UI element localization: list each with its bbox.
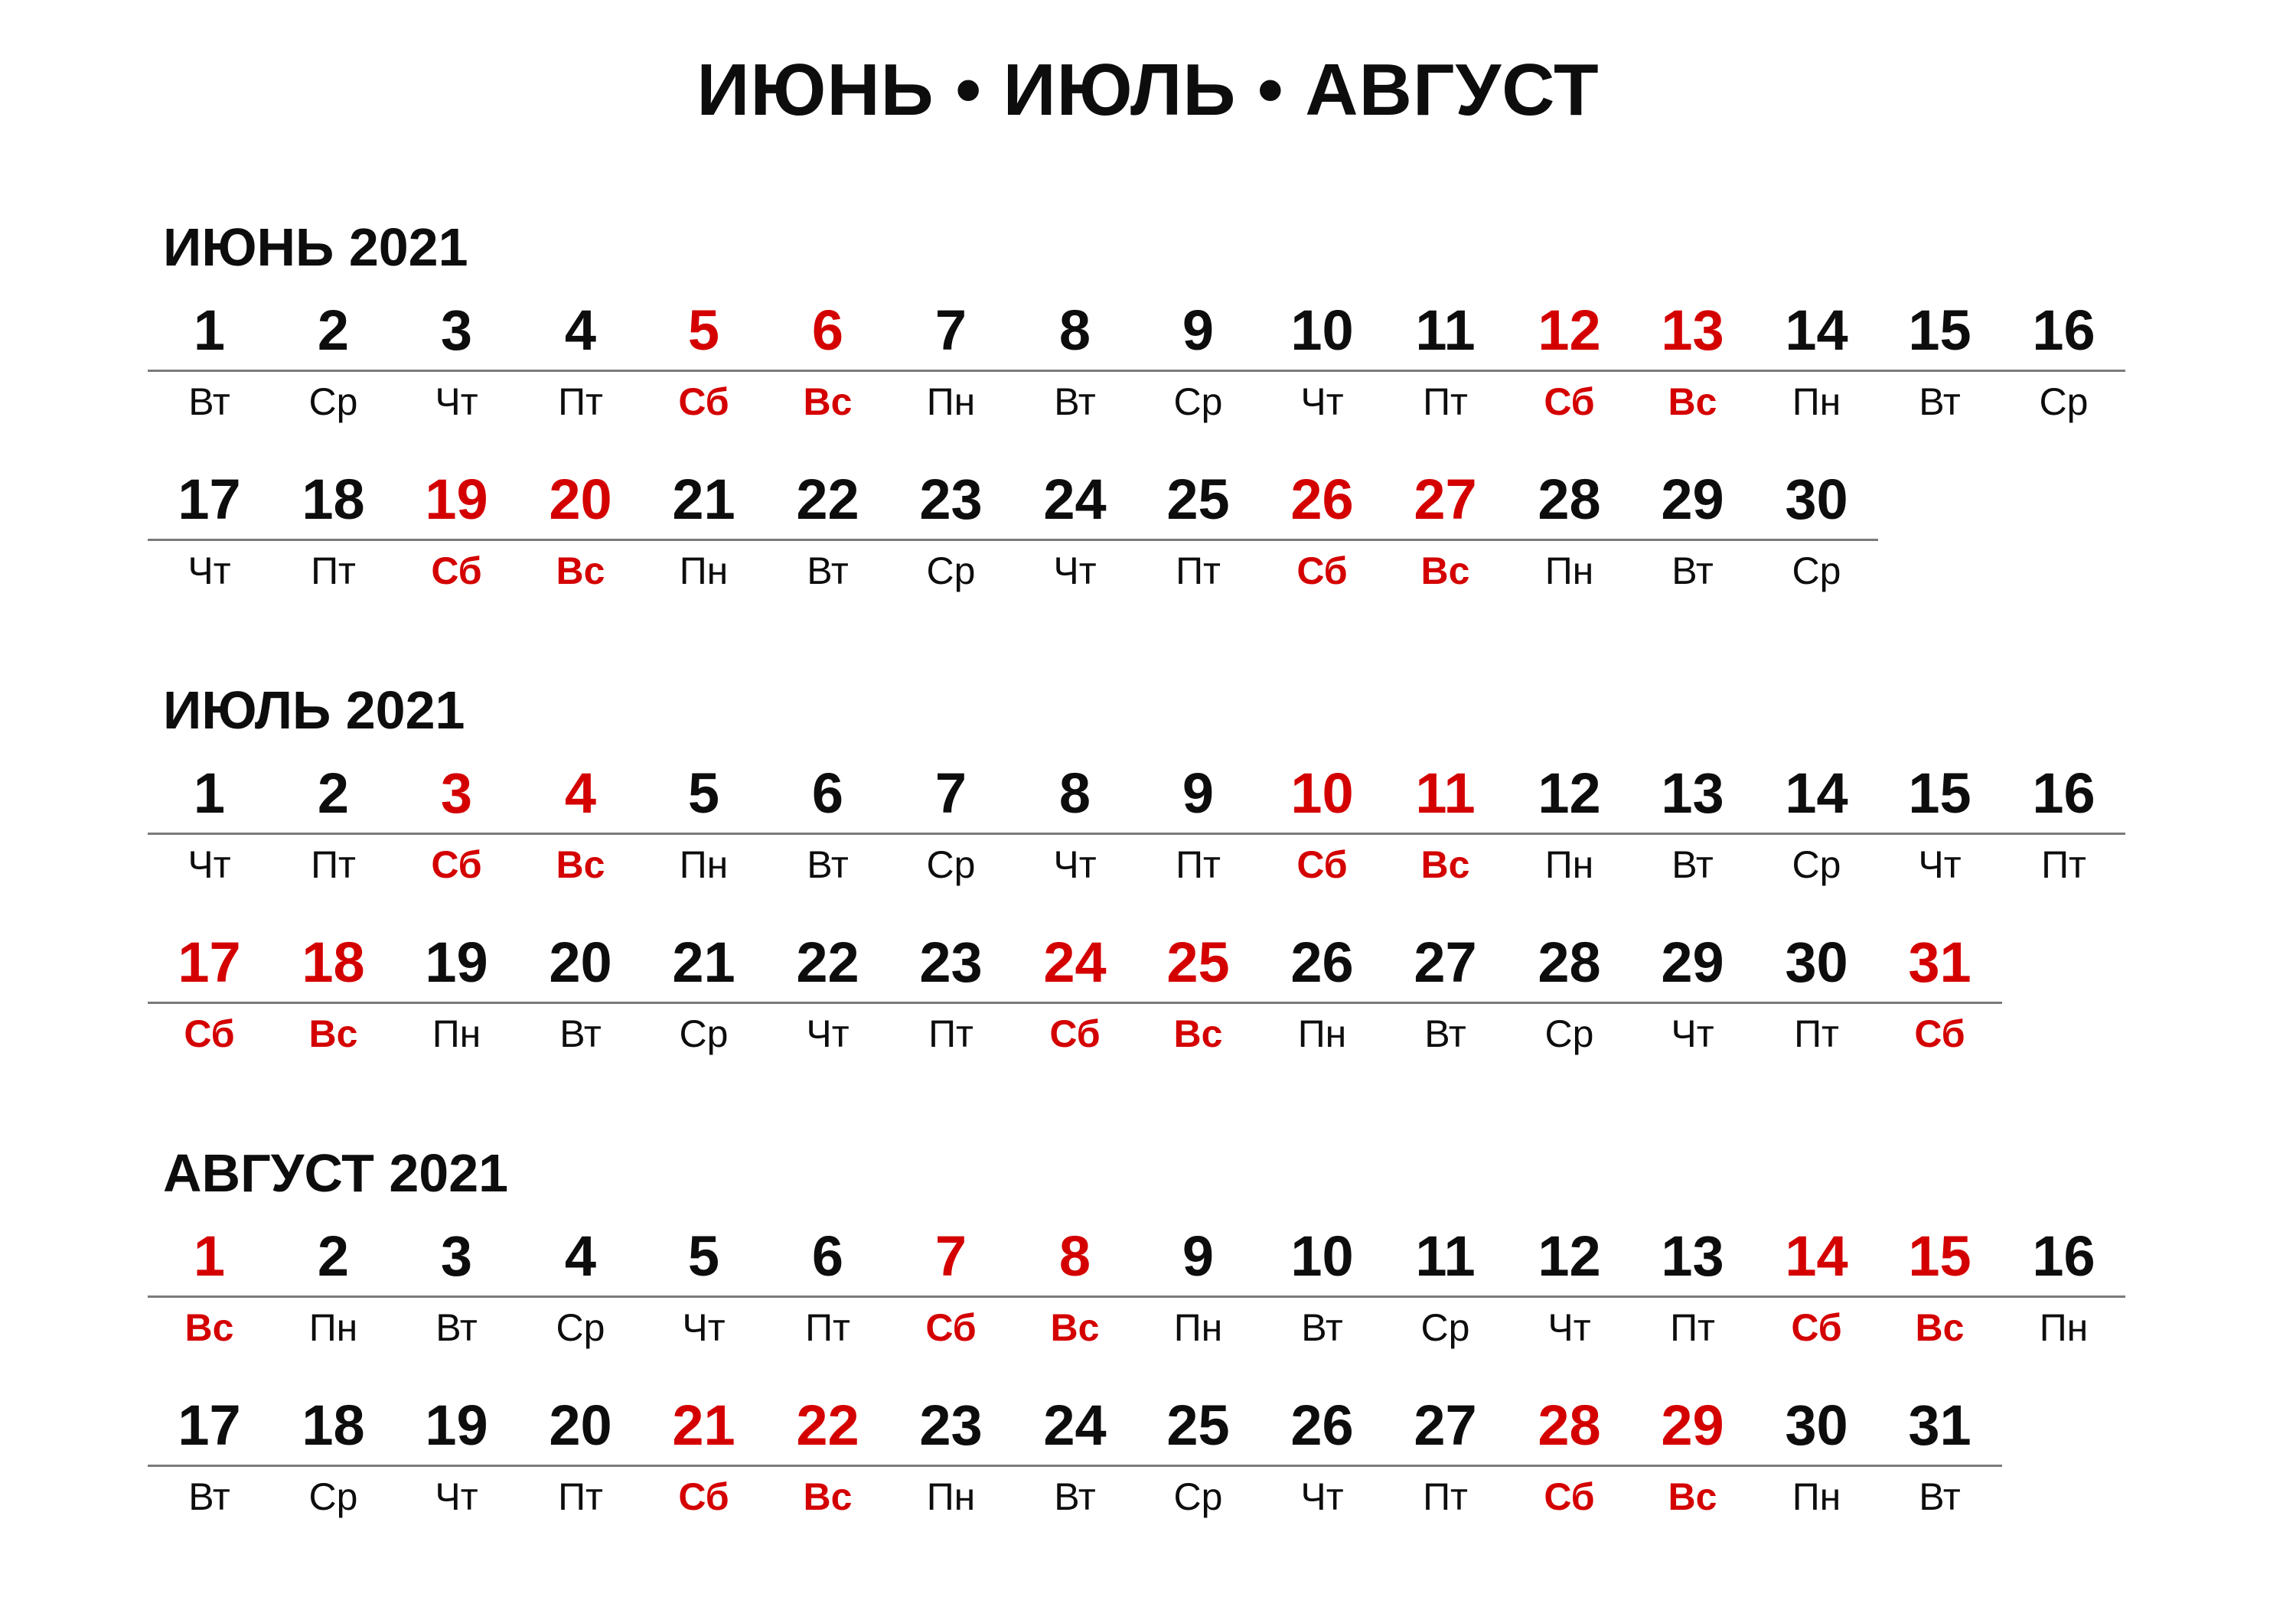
weekday-label-weekend: Сб	[1049, 1012, 1101, 1055]
weekday-label: Пт	[311, 549, 356, 592]
day-number: 26	[1290, 1393, 1354, 1457]
weekday-label: Пт	[1670, 1306, 1715, 1349]
weekday-label-weekend: Сб	[431, 549, 482, 592]
day-number: 5	[687, 1224, 720, 1288]
day-number: 3	[440, 298, 473, 362]
day-number: 30	[1785, 930, 1848, 994]
page-title: ИЮНЬ • ИЮЛЬ • АВГУСТ	[696, 49, 1600, 131]
weekday-label: Пн	[1297, 1012, 1347, 1055]
weekday-label: Вт	[1301, 1306, 1343, 1349]
weekday-label: Чт	[1053, 843, 1097, 886]
weekday-label: Ср	[926, 549, 976, 592]
day-number: 4	[564, 1224, 597, 1288]
day-number: 9	[1182, 761, 1215, 825]
weekday-label-weekend: Сб	[184, 1012, 235, 1055]
weekday-label: Пт	[311, 843, 356, 886]
weekday-label-weekend: Вс	[556, 549, 605, 592]
day-number: 29	[1661, 930, 1724, 994]
day-number: 24	[1043, 468, 1107, 531]
day-number: 3	[440, 1224, 473, 1288]
weekday-label: Вт	[807, 549, 849, 592]
day-number: 26	[1290, 930, 1354, 994]
row-divider	[148, 1295, 2125, 1298]
row-divider	[148, 539, 1878, 541]
weekday-label: Ср	[556, 1306, 605, 1349]
day-number-weekend: 11	[1415, 761, 1476, 825]
day-number-weekend: 31	[1908, 930, 1971, 994]
weekday-label: Чт	[1300, 1475, 1344, 1518]
weekday-label: Вт	[807, 843, 849, 886]
day-number: 27	[1414, 930, 1477, 994]
weekday-label: Вт	[188, 380, 230, 423]
day-number: 24	[1043, 1393, 1107, 1457]
day-number-weekend: 26	[1290, 468, 1354, 531]
month-title: ИЮЛЬ 2021	[163, 680, 465, 740]
day-number: 7	[934, 761, 967, 825]
weekday-label: Пт	[1423, 1475, 1468, 1518]
day-number: 4	[564, 298, 597, 362]
day-number-weekend: 10	[1290, 761, 1354, 825]
weekday-label: Пн	[679, 549, 729, 592]
weekday-label: Пн	[1544, 549, 1594, 592]
weekday-label: Чт	[1548, 1306, 1591, 1349]
day-number: 2	[317, 1224, 350, 1288]
weekday-label: Пт	[1423, 380, 1468, 423]
day-number-weekend: 4	[564, 761, 597, 825]
day-number: 12	[1538, 1224, 1601, 1288]
weekday-label: Ср	[1544, 1012, 1594, 1055]
weekday-label: Ср	[1173, 380, 1223, 423]
day-number: 16	[2032, 761, 2095, 825]
day-number: 28	[1538, 930, 1601, 994]
day-number: 9	[1182, 1224, 1215, 1288]
day-number: 27	[1414, 1393, 1477, 1457]
weekday-label: Вт	[1671, 843, 1714, 886]
weekday-label: Ср	[1420, 1306, 1470, 1349]
day-number-weekend: 19	[425, 468, 488, 531]
day-number-weekend: 15	[1908, 1224, 1971, 1288]
weekday-label: Чт	[682, 1306, 726, 1349]
weekday-label: Пт	[558, 1475, 603, 1518]
day-number: 6	[811, 1224, 844, 1288]
row-divider	[148, 1465, 2002, 1467]
weekday-label: Пн	[679, 843, 729, 886]
day-number: 15	[1908, 298, 1971, 362]
weekday-label: Пн	[1544, 843, 1594, 886]
weekday-label: Ср	[1173, 1475, 1223, 1518]
day-number: 11	[1415, 1224, 1476, 1288]
day-number-weekend: 8	[1058, 1224, 1091, 1288]
day-number-weekend: 12	[1538, 298, 1601, 362]
day-number: 2	[317, 761, 350, 825]
day-number: 6	[811, 761, 844, 825]
day-number: 28	[1538, 468, 1601, 531]
weekday-label: Чт	[806, 1012, 850, 1055]
weekday-label: Чт	[435, 1475, 478, 1518]
day-number-weekend: 22	[796, 1393, 859, 1457]
weekday-label-weekend: Сб	[1296, 843, 1348, 886]
weekday-label: Чт	[1671, 1012, 1714, 1055]
day-number: 7	[934, 298, 967, 362]
weekday-label: Ср	[308, 1475, 358, 1518]
weekday-label-weekend: Вс	[308, 1012, 358, 1055]
day-number: 23	[919, 1393, 983, 1457]
weekday-label-weekend: Вс	[1050, 1306, 1100, 1349]
weekday-label: Вт	[1919, 1475, 1961, 1518]
day-number: 14	[1785, 761, 1848, 825]
weekday-label: Пн	[926, 1475, 976, 1518]
day-number: 25	[1166, 468, 1230, 531]
weekday-label-weekend: Сб	[1544, 1475, 1595, 1518]
weekday-label: Чт	[1300, 380, 1344, 423]
day-number: 29	[1661, 468, 1724, 531]
day-number: 22	[796, 930, 859, 994]
day-number: 16	[2032, 1224, 2095, 1288]
day-number: 23	[919, 468, 983, 531]
day-number-weekend: 3	[440, 761, 473, 825]
day-number-weekend: 13	[1661, 298, 1724, 362]
day-number: 19	[425, 930, 488, 994]
weekday-label-weekend: Вс	[1173, 1012, 1223, 1055]
weekday-label-weekend: Вс	[803, 1475, 853, 1518]
weekday-label: Вт	[1671, 549, 1714, 592]
month-title: АВГУСТ 2021	[163, 1143, 509, 1203]
weekday-label: Пт	[2041, 843, 2086, 886]
day-number: 20	[549, 1393, 612, 1457]
day-number-weekend: 18	[302, 930, 365, 994]
day-number: 15	[1908, 761, 1971, 825]
weekday-label-weekend: Вс	[1668, 1475, 1717, 1518]
day-number: 10	[1290, 1224, 1354, 1288]
day-number: 2	[317, 298, 350, 362]
weekday-label: Пн	[432, 1012, 481, 1055]
weekday-label-weekend: Вс	[184, 1306, 234, 1349]
day-number-weekend: 6	[811, 298, 844, 362]
weekday-label: Пт	[928, 1012, 974, 1055]
weekday-label: Пт	[1176, 549, 1221, 592]
day-number-weekend: 28	[1538, 1393, 1601, 1457]
weekday-label-weekend: Вс	[1420, 843, 1470, 886]
weekday-label: Чт	[188, 549, 231, 592]
weekday-label: Пн	[308, 1306, 358, 1349]
day-number: 14	[1785, 298, 1848, 362]
day-number: 22	[796, 468, 859, 531]
day-number: 1	[193, 761, 226, 825]
weekday-label: Вт	[1424, 1012, 1466, 1055]
weekday-label: Ср	[2039, 380, 2089, 423]
day-number: 13	[1661, 761, 1724, 825]
weekday-label: Пт	[1794, 1012, 1839, 1055]
day-number-weekend: 21	[672, 1393, 735, 1457]
day-number: 1	[193, 298, 226, 362]
weekday-label: Вт	[559, 1012, 602, 1055]
day-number: 17	[178, 468, 241, 531]
weekday-label: Пт	[805, 1306, 850, 1349]
weekday-label: Вт	[435, 1306, 478, 1349]
day-number: 30	[1785, 468, 1848, 531]
weekday-label-weekend: Вс	[1668, 380, 1717, 423]
day-number: 11	[1415, 298, 1476, 362]
day-number: 8	[1058, 298, 1091, 362]
day-number: 25	[1166, 1393, 1230, 1457]
day-number-weekend: 17	[178, 930, 241, 994]
day-number-weekend: 7	[934, 1224, 967, 1288]
day-number-weekend: 25	[1166, 930, 1230, 994]
day-number: 31	[1908, 1393, 1971, 1457]
weekday-label: Ср	[1792, 549, 1841, 592]
row-divider	[148, 833, 2125, 835]
day-number: 19	[425, 1393, 488, 1457]
day-number-weekend: 27	[1414, 468, 1477, 531]
day-number: 30	[1785, 1393, 1848, 1457]
weekday-label: Вт	[188, 1475, 230, 1518]
weekday-label: Пн	[1792, 380, 1841, 423]
weekday-label-weekend: Вс	[803, 380, 853, 423]
day-number-weekend: 20	[549, 468, 612, 531]
weekday-label-weekend: Сб	[678, 380, 729, 423]
weekday-label-weekend: Сб	[1296, 549, 1348, 592]
weekday-label-weekend: Сб	[1791, 1306, 1842, 1349]
weekday-label-weekend: Сб	[1544, 380, 1595, 423]
row-divider	[148, 370, 2125, 372]
weekday-label: Ср	[1792, 843, 1841, 886]
day-number: 16	[2032, 298, 2095, 362]
weekday-label: Чт	[435, 380, 478, 423]
weekday-label-weekend: Вс	[556, 843, 605, 886]
month-title: ИЮНЬ 2021	[163, 217, 468, 277]
weekday-label: Чт	[1053, 549, 1097, 592]
weekday-label: Пн	[1173, 1306, 1223, 1349]
weekday-label: Чт	[1918, 843, 1962, 886]
weekday-label: Ср	[926, 843, 976, 886]
day-number-weekend: 5	[687, 298, 720, 362]
weekday-label: Пт	[1176, 843, 1221, 886]
weekday-label: Вт	[1054, 1475, 1096, 1518]
weekday-label: Вт	[1919, 380, 1961, 423]
weekday-label-weekend: Вс	[1915, 1306, 1965, 1349]
weekday-label: Чт	[188, 843, 231, 886]
weekday-label: Пн	[1792, 1475, 1841, 1518]
weekday-label-weekend: Вс	[1420, 549, 1470, 592]
day-number: 18	[302, 468, 365, 531]
day-number: 5	[687, 761, 720, 825]
day-number: 18	[302, 1393, 365, 1457]
day-number-weekend: 1	[193, 1224, 226, 1288]
day-number: 17	[178, 1393, 241, 1457]
day-number: 23	[919, 930, 983, 994]
weekday-label: Пн	[926, 380, 976, 423]
day-number: 21	[672, 930, 735, 994]
day-number: 9	[1182, 298, 1215, 362]
day-number-weekend: 14	[1785, 1224, 1848, 1288]
weekday-label-weekend: Сб	[925, 1306, 977, 1349]
weekday-label: Ср	[679, 1012, 729, 1055]
weekday-label-weekend: Сб	[678, 1475, 729, 1518]
day-number: 12	[1538, 761, 1601, 825]
weekday-label-weekend: Сб	[1914, 1012, 1965, 1055]
weekday-label-weekend: Сб	[431, 843, 482, 886]
day-number: 10	[1290, 298, 1354, 362]
day-number: 8	[1058, 761, 1091, 825]
day-number-weekend: 24	[1043, 930, 1107, 994]
row-divider	[148, 1002, 2002, 1004]
weekday-label: Ср	[308, 380, 358, 423]
weekday-label: Вт	[1054, 380, 1096, 423]
weekday-label: Пн	[2039, 1306, 2089, 1349]
day-number: 21	[672, 468, 735, 531]
day-number-weekend: 29	[1661, 1393, 1724, 1457]
day-number: 20	[549, 930, 612, 994]
day-number: 13	[1661, 1224, 1724, 1288]
weekday-label: Пт	[558, 380, 603, 423]
